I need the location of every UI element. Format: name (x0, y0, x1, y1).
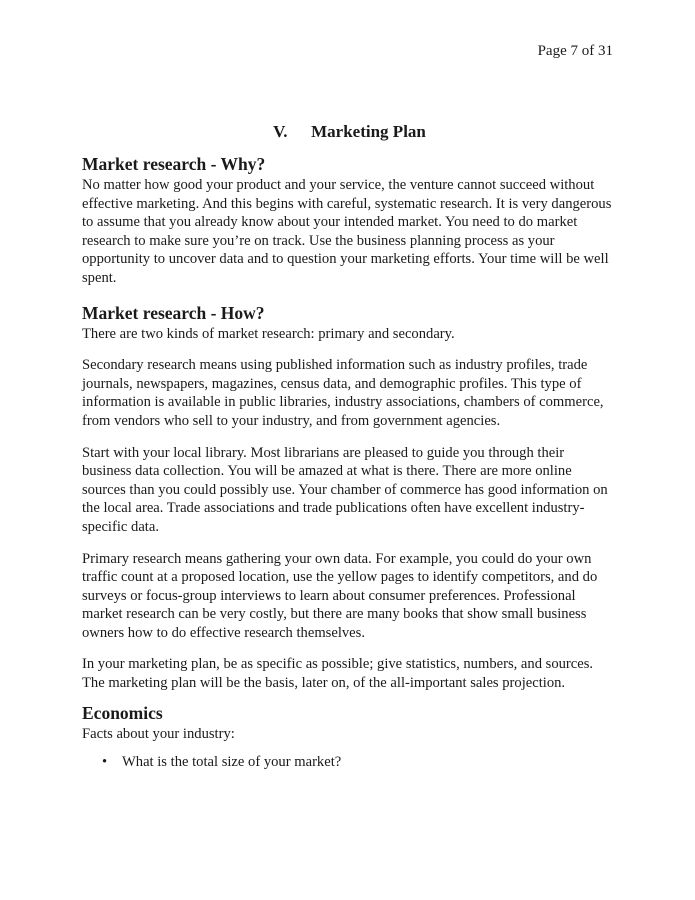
page-number: Page 7 of 31 (537, 43, 613, 59)
section-title (82, 120, 617, 144)
paragraph-secondary: Secondary research means using published information such as industry profiles, trade journals, newspapers, magazines, census data, and demographic profiles. This type of information is available in public libraries, industry associations, chambers of commerce, from vendors who sell to your industry, and from government agencies. (82, 357, 604, 429)
list-item-text: What is the total size of your market? (122, 754, 342, 771)
paragraph-library: Start with your local library. Most librarians are pleased to guide you through their business data collection. You will be amazed at what is there. There are more online sources than you could possibly use. Your chamber of commerce has good information on the local area. Trade associations and trade publications often have excellent industry-specific data. (82, 444, 608, 535)
economics-list (82, 753, 617, 772)
heading-why: Market research - Why? (82, 154, 266, 174)
list-item (102, 753, 617, 772)
section-title-text: Marketing Plan (311, 122, 426, 141)
paragraph-why: No matter how good your product and your service, the venture cannot succeed without effective marketing. And this begins with careful, systematic research. It is very dangerous to assume that you already know about your intended market. You need to do market research to make sure you’re on track. Use the business planning process as your opportunity to uncover data and to question your marketing efforts. Your time will be well spent. (82, 177, 612, 286)
paragraph-facts: Facts about your industry: (82, 725, 235, 742)
paragraph-specific: In your marketing plan, be as specific as possible; give statistics, numbers, and sources. The marketing plan will be the basis, later on, of the all-important sales projection. (82, 656, 594, 692)
section-number: V. (273, 122, 288, 141)
bullet-icon: • (102, 754, 108, 771)
heading-economics: Economics (82, 702, 163, 723)
heading-how: Market research - How? (82, 302, 265, 323)
paragraph-primary: Primary research means gathering your own data. For example, you could do your own traffic count at a proposed location, use the yellow pages to identify competitors, and do surveys or focus-group interviews to learn about consumer preferences. Professional market research can be very costly, but there are many books that show small business owners how to do effective research themselves. (82, 550, 598, 641)
document-body (82, 120, 617, 772)
paragraph-two-kinds: There are two kinds of market research: primary and secondary. (82, 325, 455, 342)
